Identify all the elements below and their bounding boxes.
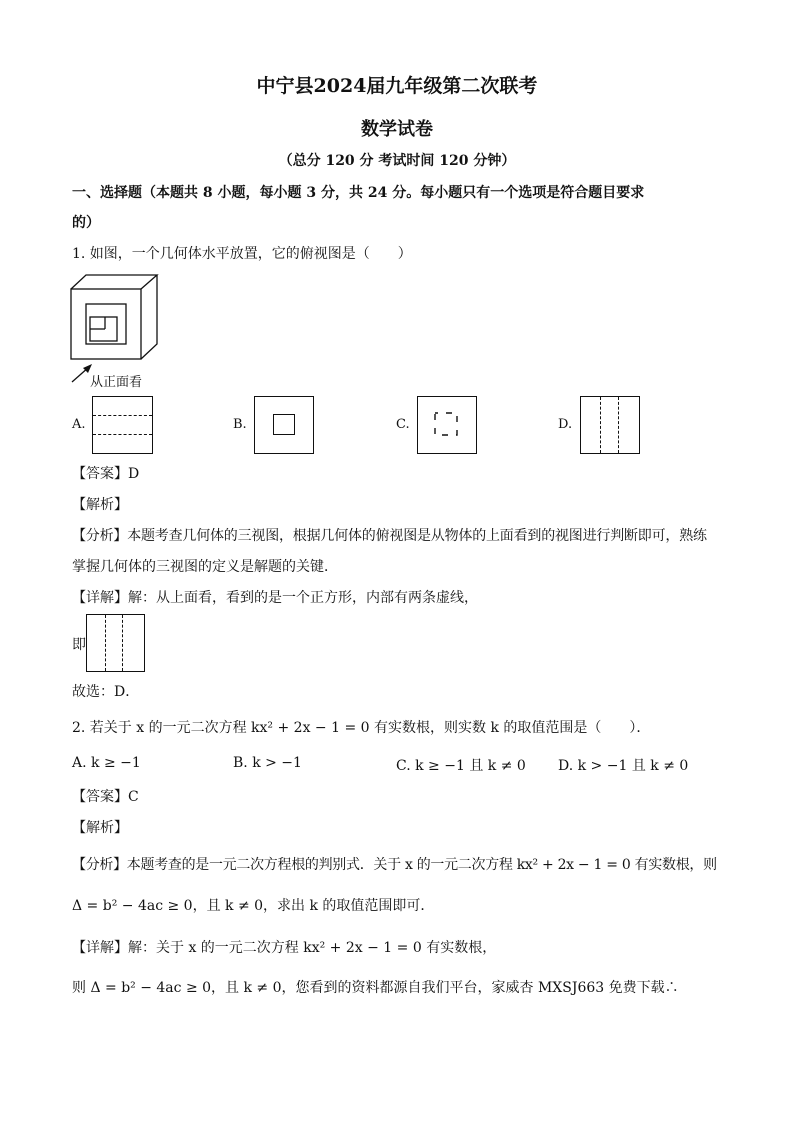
q1-conclusion: 故选：D．: [72, 684, 140, 700]
q2-option-c: C. k ≥ −1 且 k ≠ 0: [396, 758, 526, 774]
q2-option-d: D. k > −1 且 k ≠ 0: [558, 758, 689, 774]
q1-option-d-label: D.: [558, 417, 573, 432]
q1-answer: 【答案】D: [72, 466, 140, 482]
q1-detail: 【详解】解：从上面看，看到的是一个正方形，内部有两条虚线，: [72, 590, 478, 606]
q1-analysis-tag: 【解析】: [72, 497, 128, 513]
q1-solution-figure: [86, 614, 145, 672]
section-heading: 一、选择题（本题共 8 小题，每小题 3 分，共 24 分。每小题只有一个选项是符合题目要求: [72, 185, 645, 201]
q1-option-a-figure: [92, 396, 153, 454]
q2-option-b: B. k > −1: [233, 755, 302, 771]
q1-option-c-label: C.: [396, 417, 410, 432]
q1-ji: 即: [72, 637, 86, 653]
front-view-label: 从正面看: [90, 375, 143, 390]
q1-option-d-figure: [580, 396, 640, 454]
q1-analysis-line1: 【分析】本题考查几何体的三视图，根据几何体的俯视图是从物体的上面看到的视图进行判断即可，熟练: [72, 528, 707, 544]
q2-detail-line1: 【详解】解：关于 x 的一元二次方程 kx² + 2x − 1 = 0 有实数根，: [72, 940, 497, 956]
q1-option-b-figure: [254, 396, 314, 454]
q1-stem: 1. 如图，一个几何体水平放置，它的俯视图是（ ）: [72, 246, 412, 262]
q2-analysis-tag: 【解析】: [72, 820, 128, 836]
q2-analysis-line2: Δ = b² − 4ac ≥ 0，且 k ≠ 0，求出 k 的取值范围即可．: [72, 898, 435, 914]
q2-analysis-line1: 【分析】本题考查的是一元二次方程根的判别式．关于 x 的一元二次方程 kx² + 2x − 1 = 0 有实数根，则: [72, 857, 717, 873]
q2-answer: 【答案】C: [72, 789, 139, 805]
q1-analysis-line2: 掌握几何体的三视图的定义是解题的关键．: [72, 559, 338, 575]
section-heading-cont: 的）: [72, 215, 100, 231]
q2-option-a: A. k ≥ −1: [72, 755, 141, 771]
exam-meta: （总分 120 分 考试时间 120 分钟）: [278, 153, 516, 169]
exam-title: 中宁县2024届九年级第二次联考: [256, 75, 538, 97]
q2-stem: 2. 若关于 x 的一元二次方程 kx² + 2x − 1 = 0 有实数根，则实数 k 的取值范围是（ ）．: [72, 720, 651, 736]
q1-option-c-figure: [417, 396, 477, 454]
q1-option-a-label: A.: [72, 417, 86, 432]
q2-detail-line2: 则 Δ = b² − 4ac ≥ 0，且 k ≠ 0，您看到的资料都源自我们平台，家威杏 MXSJ663 免费下载∴: [72, 980, 679, 996]
q1-option-b-label: B.: [233, 417, 247, 432]
subject-title: 数学试卷: [361, 119, 433, 140]
